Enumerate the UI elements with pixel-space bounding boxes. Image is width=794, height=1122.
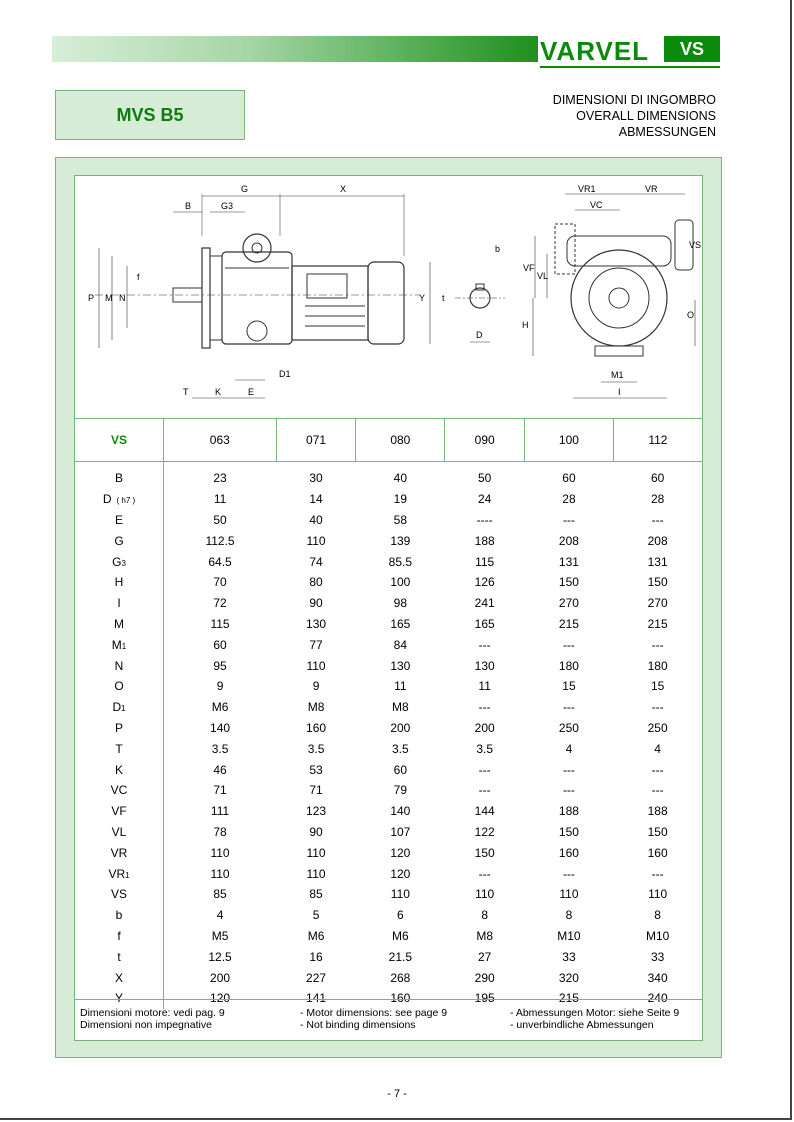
table-cell: 130 <box>474 658 495 673</box>
table-cell: 95 <box>213 658 227 673</box>
row-label-text: O <box>114 679 124 694</box>
row-label <box>75 655 164 676</box>
table-cell: 3.5 <box>211 741 229 756</box>
table-row <box>75 462 702 489</box>
table-cell: 60 <box>562 471 576 486</box>
row-label-text: E <box>114 512 123 527</box>
table-cell: 27 <box>477 949 492 964</box>
table-cell: 72 <box>213 596 227 611</box>
table-cell: 227 <box>306 970 327 985</box>
row-label-text: N <box>114 658 124 673</box>
table-cell: 40 <box>309 512 323 527</box>
row-label <box>75 759 164 780</box>
dim-d: D <box>476 330 483 340</box>
title-line-de: ABMESSUNGEN <box>618 125 716 139</box>
table-cell: 188 <box>474 533 495 548</box>
row-label-text: VF <box>111 804 127 819</box>
table-cell: 200 <box>474 720 495 735</box>
table-cell: M10 <box>557 928 581 943</box>
table-cell: 110 <box>306 658 326 673</box>
table-cell: 77 <box>309 637 323 652</box>
note-line: Dimensioni non impegnative <box>80 1019 212 1031</box>
dim-vr: VR <box>645 184 658 194</box>
table-cell: 90 <box>309 596 323 611</box>
row-label-subscript: 1 <box>125 870 130 880</box>
table-cell: 215 <box>558 616 579 631</box>
row-label <box>75 801 164 822</box>
table-cell: 4 <box>654 741 661 756</box>
table-row <box>75 780 702 801</box>
table-cell: 130 <box>306 616 327 631</box>
table-cell: --- <box>562 866 575 881</box>
table-row <box>75 759 702 780</box>
row-label <box>75 510 164 531</box>
title-line-en: OVERALL DIMENSIONS <box>576 109 716 123</box>
table-cell: --- <box>478 700 491 715</box>
table-cell: 188 <box>558 804 579 819</box>
table-row <box>75 530 702 551</box>
row-label-subscript: 1 <box>121 641 127 651</box>
table-cell: 40 <box>393 471 408 486</box>
table-cell: 139 <box>390 533 411 548</box>
brand-underline <box>540 66 720 68</box>
table-cell: 19 <box>393 492 408 507</box>
row-label-text: VR <box>108 866 126 881</box>
table-cell: 84 <box>393 637 408 652</box>
note-line: - unverbindliche Abmessungen <box>510 1019 654 1031</box>
table-cell: 150 <box>647 575 668 590</box>
dim-n: N <box>119 293 126 303</box>
table-cell: 85.5 <box>388 554 413 569</box>
table-cell: 28 <box>562 492 576 507</box>
table-cell: 15 <box>650 679 665 694</box>
row-label-text: B <box>114 471 123 486</box>
table-cell: --- <box>651 762 664 777</box>
table-cell: 30 <box>309 471 323 486</box>
table-row <box>75 697 702 718</box>
table-corner-label: VS <box>75 419 164 462</box>
table-cell: --- <box>562 762 575 777</box>
row-label-text: VL <box>111 824 127 839</box>
title-line-it: DIMENSIONI DI INGOMBRO <box>552 93 716 107</box>
table-row <box>75 946 702 967</box>
row-label-text: VR <box>110 845 128 860</box>
dim-k: K <box>215 387 222 397</box>
table-cell: 130 <box>390 658 411 673</box>
table-row <box>75 614 702 635</box>
dim-m: M <box>105 293 113 303</box>
table-cell: 200 <box>210 970 231 985</box>
table-cell: 150 <box>474 845 495 860</box>
table-cell: 250 <box>558 720 579 735</box>
table-cell: 215 <box>647 616 668 631</box>
dim-vs: VS <box>689 240 702 250</box>
table-cell: 8 <box>654 908 661 923</box>
page-number: - 7 - <box>387 1088 407 1100</box>
table-cell: --- <box>651 700 664 715</box>
dim-f: f <box>137 272 140 282</box>
table-cell: M10 <box>645 928 670 943</box>
row-label <box>75 697 164 718</box>
table-cell: 320 <box>558 970 579 985</box>
row-label <box>75 718 164 739</box>
dim-vr1: VR1 <box>578 184 596 194</box>
table-cell: 4 <box>565 741 573 756</box>
row-label <box>75 676 164 697</box>
table-cell: 215 <box>558 991 579 1006</box>
table-row <box>75 905 702 926</box>
table-cell: M6 <box>392 928 409 943</box>
row-label <box>75 530 164 551</box>
dim-x: X <box>340 184 347 194</box>
table-cell: 5 <box>312 908 320 923</box>
table-cell: --- <box>478 783 491 798</box>
table-cell: 140 <box>390 804 411 819</box>
row-label-subscript: 3 <box>121 558 126 568</box>
row-label-text: T <box>115 741 123 756</box>
table-cell: 270 <box>558 596 579 611</box>
table-cell: --- <box>478 762 491 777</box>
row-label <box>75 614 164 635</box>
table-cell: 11 <box>213 492 227 507</box>
table-cell: 123 <box>306 804 327 819</box>
table-cell: --- <box>478 866 491 881</box>
table-cell: 80 <box>309 575 323 590</box>
row-label <box>75 967 164 988</box>
table-row <box>75 801 702 822</box>
table-cell: 60 <box>213 637 227 652</box>
table-row <box>75 551 702 572</box>
table-cell: --- <box>562 700 575 715</box>
table-cell: --- <box>651 637 664 652</box>
table-cell: 150 <box>647 824 668 839</box>
table-cell: 60 <box>393 762 408 777</box>
row-label <box>75 884 164 905</box>
table-row <box>75 926 702 947</box>
row-label-text: t <box>117 949 121 964</box>
row-label <box>75 926 164 947</box>
dim-p: P <box>88 293 95 303</box>
table-cell: 140 <box>210 720 231 735</box>
table-row <box>75 489 702 510</box>
row-label <box>75 634 164 655</box>
header-green-bar <box>52 36 538 62</box>
table-header-row <box>75 419 702 462</box>
table-cell: --- <box>651 512 664 527</box>
table-cell: 50 <box>477 471 492 486</box>
table-cell: 110 <box>306 533 326 548</box>
table-cell: 98 <box>393 596 408 611</box>
row-label-text: VS <box>110 887 127 902</box>
table-cell: 115 <box>475 554 495 569</box>
table-cell: 16 <box>309 949 323 964</box>
table-row <box>75 572 702 593</box>
table-cell: 11 <box>394 679 407 694</box>
notes-italian <box>80 1007 225 1031</box>
table-cell: --- <box>651 783 664 798</box>
table-cell: 11 <box>478 679 491 694</box>
dim-vc: VC <box>590 200 603 210</box>
table-cell: ---- <box>476 512 493 527</box>
row-label-text: G <box>112 554 122 569</box>
table-cell: --- <box>478 637 491 652</box>
table-cell: 131 <box>558 554 579 569</box>
table-cell: 144 <box>474 804 495 819</box>
table-cell: 120 <box>390 866 411 881</box>
table-cell: 188 <box>647 804 668 819</box>
dim-t-key: t <box>442 293 445 303</box>
table-cell: 15 <box>562 679 576 694</box>
table-cell: 240 <box>647 991 668 1006</box>
row-label <box>75 593 164 614</box>
table-cell: 79 <box>393 783 408 798</box>
row-label <box>75 572 164 593</box>
table-cell: 141 <box>306 991 327 1006</box>
table-cell: 64.5 <box>208 554 232 569</box>
table-cell: 120 <box>390 845 411 860</box>
row-label-text: G <box>114 533 124 548</box>
size-header: 080 <box>356 419 445 462</box>
table-cell: 122 <box>474 824 495 839</box>
notes-english <box>300 1007 447 1031</box>
table-row <box>75 842 702 863</box>
note-line: Dimensioni motore: vedi pag. 9 <box>80 1007 225 1019</box>
table-cell: 250 <box>647 720 668 735</box>
row-label-text: X <box>114 970 123 985</box>
table-cell: 180 <box>558 658 579 673</box>
table-cell: 270 <box>647 596 668 611</box>
table-cell: 24 <box>477 492 492 507</box>
table-cell: 165 <box>474 616 495 631</box>
row-label <box>75 780 164 801</box>
table-cell: 150 <box>558 824 579 839</box>
table-cell: 340 <box>647 970 668 985</box>
table-cell: 126 <box>474 575 495 590</box>
table-cell: 23 <box>213 471 227 486</box>
row-label <box>75 738 164 759</box>
note-line: - Not binding dimensions <box>300 1019 416 1031</box>
table-cell: 60 <box>650 471 665 486</box>
table-cell: 131 <box>647 554 668 569</box>
table-cell: 9 <box>312 679 320 694</box>
table-cell: 12.5 <box>208 949 232 964</box>
brand-logo: VARVEL <box>540 36 650 66</box>
dim-i: I <box>618 387 621 397</box>
row-label-text: D <box>112 700 122 715</box>
table-cell: 241 <box>474 596 495 611</box>
table-cell: 200 <box>390 720 411 735</box>
size-header: 090 <box>445 419 525 462</box>
row-label <box>75 462 164 489</box>
table-cell: M8 <box>392 700 409 715</box>
table-cell: 160 <box>647 845 668 860</box>
table-cell: M6 <box>211 700 229 715</box>
table-cell: 50 <box>213 512 227 527</box>
table-cell: 268 <box>390 970 411 985</box>
table-cell: 110 <box>210 845 230 860</box>
dim-o: O <box>687 310 695 320</box>
table-row <box>75 822 702 843</box>
table-cell: 58 <box>393 512 408 527</box>
table-cell: 208 <box>558 533 579 548</box>
table-cell: 110 <box>390 887 410 902</box>
row-label-text: f <box>117 928 121 943</box>
dimensions-title <box>553 92 716 140</box>
table-cell: 14 <box>309 492 323 507</box>
table-row <box>75 593 702 614</box>
row-label-text: P <box>114 720 123 735</box>
table-cell: 208 <box>647 533 668 548</box>
dim-h: H <box>522 320 529 330</box>
table-row <box>75 676 702 697</box>
table-cell: 85 <box>309 887 323 902</box>
table-cell: 111 <box>210 804 230 819</box>
table-cell: 107 <box>390 824 411 839</box>
model-title: MVS B5 <box>55 90 245 140</box>
row-label <box>75 863 164 884</box>
technical-drawing <box>75 176 702 419</box>
table-cell: 100 <box>390 575 411 590</box>
table-row <box>75 884 702 905</box>
table-cell: 46 <box>213 762 227 777</box>
table-cell: --- <box>651 866 664 881</box>
table-cell: --- <box>562 637 575 652</box>
table-cell: 115 <box>210 616 230 631</box>
table-row <box>75 634 702 655</box>
dim-b-key: b <box>495 244 501 254</box>
table-cell: 3.5 <box>392 741 409 756</box>
table-cell: 160 <box>306 720 327 735</box>
table-cell: 71 <box>213 783 227 798</box>
dim-vf: VF <box>523 263 535 273</box>
table-cell: M8 <box>476 928 493 943</box>
row-label-text: H <box>114 575 124 590</box>
table-cell: 110 <box>306 845 326 860</box>
table-cell: --- <box>562 512 575 527</box>
table-cell: 8 <box>565 908 573 923</box>
table-cell: 70 <box>213 575 227 590</box>
table-cell: 3.5 <box>307 741 325 756</box>
table-cell: 4 <box>216 908 224 923</box>
table-cell: 290 <box>474 970 495 985</box>
table-cell: 28 <box>650 492 665 507</box>
table-cell: 90 <box>309 824 323 839</box>
table-cell: 195 <box>474 991 495 1006</box>
row-label <box>75 822 164 843</box>
table-cell: 78 <box>213 824 227 839</box>
table-row <box>75 655 702 676</box>
table-cell: 53 <box>309 762 323 777</box>
table-cell: 21.5 <box>388 949 413 964</box>
row-label-text: M <box>111 637 122 652</box>
size-header: 071 <box>276 419 356 462</box>
row-label-text: K <box>114 762 123 777</box>
table-cell: 33 <box>650 949 665 964</box>
note-line: - Abmessungen Motor: siehe Seite 9 <box>510 1007 680 1019</box>
series-badge: VS <box>664 36 720 62</box>
table-cell: M8 <box>307 700 325 715</box>
row-label-text: VC <box>110 783 128 798</box>
dim-b: B <box>185 201 192 211</box>
row-label-subscript: ( h7 ) <box>116 496 136 506</box>
dim-vl: VL <box>537 271 549 281</box>
size-header: 112 <box>613 419 702 462</box>
table-row <box>75 718 702 739</box>
dim-m1: M1 <box>611 370 624 380</box>
table-cell: 110 <box>475 887 495 902</box>
table-cell: 165 <box>390 616 411 631</box>
dim-d1: D1 <box>279 369 291 379</box>
table-cell: 33 <box>562 949 576 964</box>
dim-t: T <box>183 387 189 397</box>
dimensions-table <box>75 419 702 1009</box>
row-label <box>75 489 164 510</box>
size-header: 063 <box>164 419 277 462</box>
table-row <box>75 510 702 531</box>
table-row <box>75 738 702 759</box>
table-cell: 110 <box>306 866 326 881</box>
row-label <box>75 946 164 967</box>
dim-g: G <box>241 184 249 194</box>
table-cell: 160 <box>558 845 579 860</box>
table-cell: 180 <box>647 658 668 673</box>
table-cell: M6 <box>307 928 325 943</box>
dim-e: E <box>248 387 255 397</box>
table-cell: 110 <box>210 866 230 881</box>
table-cell: 3.5 <box>476 741 493 756</box>
table-cell: 110 <box>559 887 579 902</box>
row-label <box>75 551 164 572</box>
table-cell: 150 <box>558 575 579 590</box>
size-header: 100 <box>525 419 614 462</box>
row-label-text: b <box>115 908 123 923</box>
row-label <box>75 905 164 926</box>
notes-divider <box>75 999 702 1000</box>
table-cell: 160 <box>390 991 411 1006</box>
dim-g3: G3 <box>221 201 234 211</box>
note-line: - Motor dimensions: see page 9 <box>300 1007 448 1019</box>
table-cell: 74 <box>309 554 323 569</box>
table-cell: 120 <box>210 991 231 1006</box>
row-label <box>75 842 164 863</box>
row-label-text: D <box>102 492 112 507</box>
notes-german <box>510 1007 679 1031</box>
table-cell: 112.5 <box>205 533 235 548</box>
table-row <box>75 967 702 988</box>
table-row <box>75 863 702 884</box>
table-cell: 8 <box>481 908 488 923</box>
dimensions-panel <box>74 175 703 1041</box>
table-cell: --- <box>562 783 575 798</box>
table-cell: 85 <box>213 887 227 902</box>
table-cell: M5 <box>211 928 229 943</box>
table-cell: 9 <box>216 679 224 694</box>
table-cell: 71 <box>309 783 323 798</box>
table-cell: 6 <box>397 908 404 923</box>
table-cell: 110 <box>648 887 668 902</box>
row-label-text: I <box>117 596 121 611</box>
row-label-text: M <box>114 616 124 631</box>
row-label-subscript: 1 <box>121 704 126 714</box>
row-label-text: Y <box>114 991 123 1006</box>
dim-y: Y <box>419 293 426 303</box>
